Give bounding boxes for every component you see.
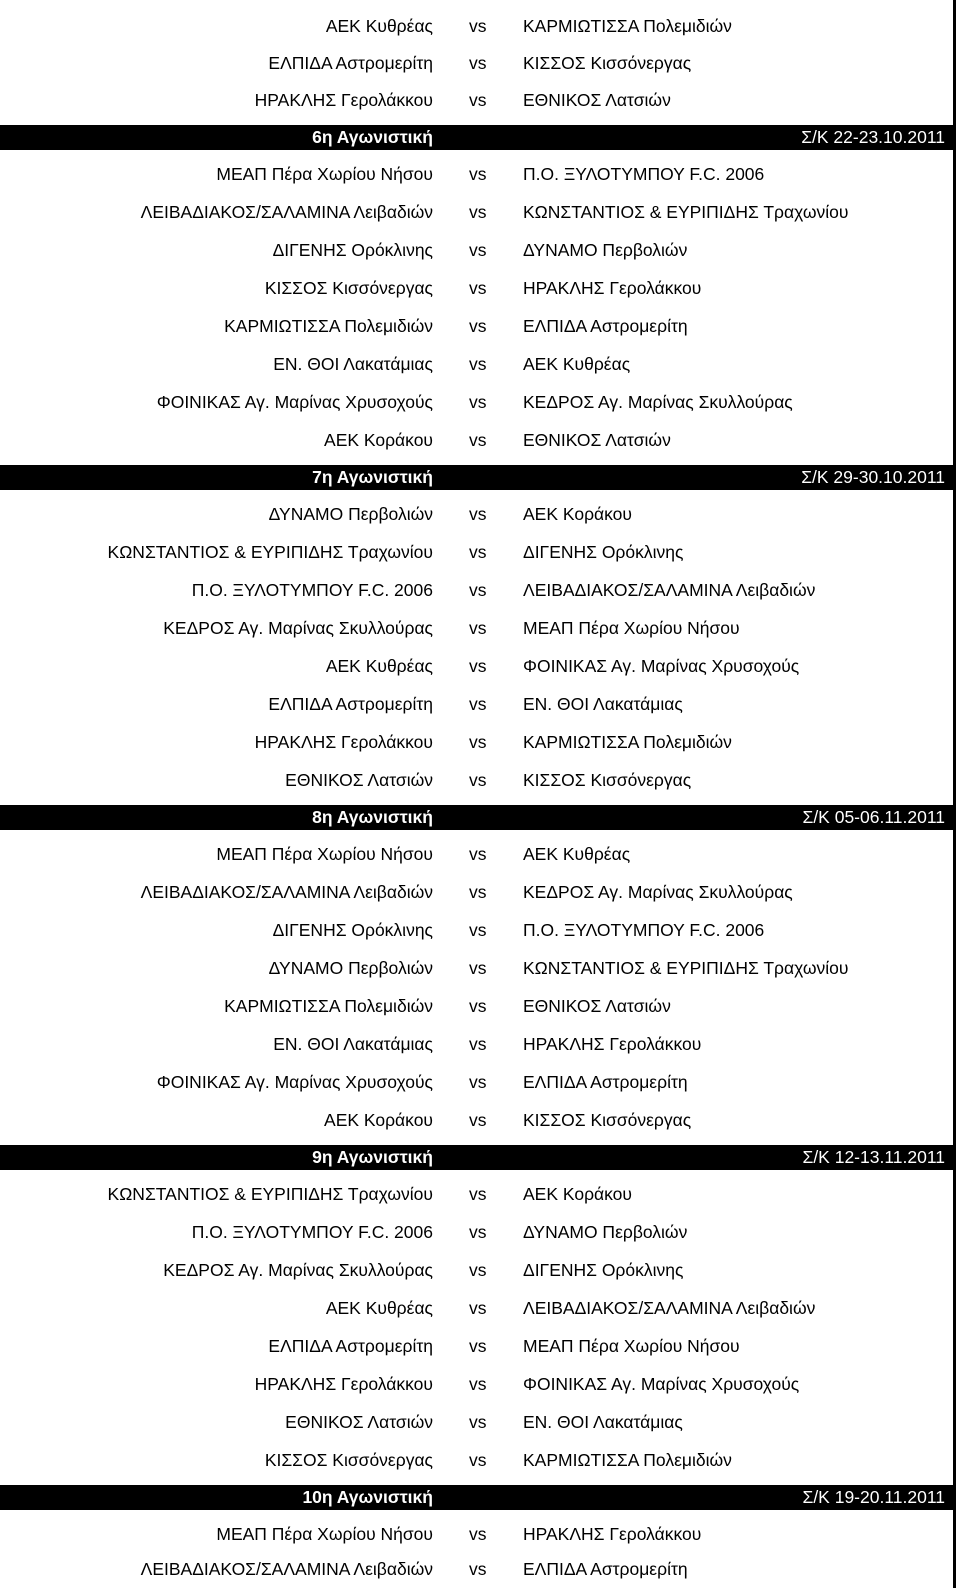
- away-team: ΦΟΙΝΙΚΑΣ Αγ. Μαρίνας Χρυσοχούς: [523, 656, 800, 676]
- home-team: ΛΕΙΒΑΔΙΑΚΟΣ/ΣΑΛΑΜΙΝΑ Λειβαδιών: [140, 202, 433, 222]
- vs-label: vs: [469, 1450, 487, 1470]
- fixture-row: [0, 988, 953, 1025]
- away-team: ΚΑΡΜΙΩΤΙΣΣΑ Πολεμιδιών: [523, 732, 732, 752]
- away-team: ΕΝ. ΘΟΙ Λακατάμιας: [523, 694, 683, 714]
- away-team: ΕΛΠΙΔΑ Αστρομερίτη: [523, 316, 688, 336]
- home-team: ΗΡΑΚΛΗΣ Γερολάκκου: [254, 90, 433, 110]
- home-team: ΛΕΙΒΑΔΙΑΚΟΣ/ΣΑΛΑΜΙΝΑ Λειβαδιών: [140, 1559, 433, 1579]
- home-team: ΚΕΔΡΟΣ Αγ. Μαρίνας Σκυλλούρας: [163, 1260, 433, 1280]
- fixture-row: [0, 572, 953, 609]
- vs-label: vs: [469, 316, 487, 336]
- fixture-row: [0, 534, 953, 571]
- home-team: ΚΩΝΣΤΑΝΤΙΟΣ & ΕΥΡΙΠΙΔΗΣ Τραχωνίου: [107, 542, 433, 562]
- vs-label: vs: [469, 1034, 487, 1054]
- fixture-row: [0, 232, 953, 269]
- vs-label: vs: [469, 202, 487, 222]
- round-title: 7η Αγωνιστική: [312, 467, 433, 487]
- fixture-row: [0, 724, 953, 761]
- fixture-row: [0, 1102, 953, 1139]
- fixture-row: [0, 1516, 953, 1553]
- fixture-row: [0, 874, 953, 911]
- home-team: ΗΡΑΚΛΗΣ Γερολάκκου: [254, 732, 433, 752]
- home-team: ΦΟΙΝΙΚΑΣ Αγ. Μαρίνας Χρυσοχούς: [156, 392, 433, 412]
- fixture-row: [0, 1252, 953, 1289]
- away-team: ΚΙΣΣΟΣ Κισσόνεργας: [523, 1110, 692, 1130]
- fixture-row: [0, 1290, 953, 1327]
- away-team: ΕΘΝΙΚΟΣ Λατσιών: [523, 90, 671, 110]
- vs-label: vs: [469, 240, 487, 260]
- vs-label: vs: [469, 278, 487, 298]
- vs-label: vs: [469, 694, 487, 714]
- round-date: Σ/Κ 05-06.11.2011: [802, 807, 945, 827]
- round-title: 9η Αγωνιστική: [312, 1147, 433, 1167]
- fixture-row: [0, 308, 953, 345]
- vs-label: vs: [469, 882, 487, 902]
- away-team: ΑΕΚ Κυθρέας: [523, 354, 631, 374]
- vs-label: vs: [469, 1260, 487, 1280]
- fixture-row: [0, 45, 953, 82]
- home-team: ΔΥΝΑΜΟ Περβολιών: [268, 958, 433, 978]
- away-team: ΚΩΝΣΤΑΝΤΙΟΣ & ΕΥΡΙΠΙΔΗΣ Τραχωνίου: [523, 958, 849, 978]
- fixture-row: [0, 270, 953, 307]
- vs-label: vs: [469, 90, 487, 110]
- vs-label: vs: [469, 1336, 487, 1356]
- round-header: [0, 465, 953, 490]
- away-team: ΚΙΣΣΟΣ Κισσόνεργας: [523, 770, 692, 790]
- away-team: ΚΩΝΣΤΑΝΤΙΟΣ & ΕΥΡΙΠΙΔΗΣ Τραχωνίου: [523, 202, 849, 222]
- round-header: [0, 805, 953, 830]
- away-team: ΛΕΙΒΑΔΙΑΚΟΣ/ΣΑΛΑΜΙΝΑ Λειβαδιών: [523, 1298, 816, 1318]
- home-team: Π.Ο. ΞΥΛΟΤΥΜΠΟΥ F.C. 2006: [191, 1222, 433, 1242]
- vs-label: vs: [469, 1559, 487, 1579]
- vs-label: vs: [469, 392, 487, 412]
- fixture-row: [0, 384, 953, 421]
- away-team: ΚΕΔΡΟΣ Αγ. Μαρίνας Σκυλλούρας: [523, 882, 793, 902]
- home-team: ΑΕΚ Κυθρέας: [325, 656, 433, 676]
- away-team: Π.Ο. ΞΥΛΟΤΥΜΠΟΥ F.C. 2006: [523, 164, 765, 184]
- away-team: ΚΑΡΜΙΩΤΙΣΣΑ Πολεμιδιών: [523, 16, 732, 36]
- away-team: ΕΘΝΙΚΟΣ Λατσιών: [523, 996, 671, 1016]
- round-date: Σ/Κ 12-13.11.2011: [802, 1147, 945, 1167]
- home-team: ΕΛΠΙΔΑ Αστρομερίτη: [268, 694, 433, 714]
- fixture-row: [0, 1404, 953, 1441]
- home-team: ΚΑΡΜΙΩΤΙΣΣΑ Πολεμιδιών: [224, 996, 433, 1016]
- fixture-row: [0, 836, 953, 873]
- away-team: ΚΑΡΜΙΩΤΙΣΣΑ Πολεμιδιών: [523, 1450, 732, 1470]
- vs-label: vs: [469, 164, 487, 184]
- away-team: ΔΙΓΕΝΗΣ Ορόκλινης: [523, 542, 684, 562]
- home-team: ΑΕΚ Κυθρέας: [325, 16, 433, 36]
- round-title: 10η Αγωνιστική: [302, 1487, 433, 1507]
- away-team: ΜΕΑΠ Πέρα Χωρίου Νήσου: [523, 618, 740, 638]
- round-date: Σ/Κ 19-20.11.2011: [802, 1487, 945, 1507]
- vs-label: vs: [469, 1184, 487, 1204]
- away-team: Π.Ο. ΞΥΛΟΤΥΜΠΟΥ F.C. 2006: [523, 920, 765, 940]
- home-team: ΕΛΠΙΔΑ Αστρομερίτη: [268, 1336, 433, 1356]
- vs-label: vs: [469, 920, 487, 940]
- fixture-row: [0, 912, 953, 949]
- away-team: ΑΕΚ Κοράκου: [523, 504, 632, 524]
- away-team: ΚΕΔΡΟΣ Αγ. Μαρίνας Σκυλλούρας: [523, 392, 793, 412]
- fixture-row: [0, 496, 953, 533]
- round-header: [0, 1485, 953, 1510]
- page-right-border: [953, 0, 956, 1588]
- home-team: ΛΕΙΒΑΔΙΑΚΟΣ/ΣΑΛΑΜΙΝΑ Λειβαδιών: [140, 882, 433, 902]
- vs-label: vs: [469, 354, 487, 374]
- home-team: Π.Ο. ΞΥΛΟΤΥΜΠΟΥ F.C. 2006: [191, 580, 433, 600]
- fixture-row: [0, 194, 953, 231]
- home-team: ΚΙΣΣΟΣ Κισσόνεργας: [264, 1450, 433, 1470]
- home-team: ΚΕΔΡΟΣ Αγ. Μαρίνας Σκυλλούρας: [163, 618, 433, 638]
- home-team: ΕΝ. ΘΟΙ Λακατάμιας: [273, 1034, 433, 1054]
- vs-label: vs: [469, 1110, 487, 1130]
- vs-label: vs: [469, 1072, 487, 1092]
- home-team: ΦΟΙΝΙΚΑΣ Αγ. Μαρίνας Χρυσοχούς: [156, 1072, 433, 1092]
- away-team: ΕΝ. ΘΟΙ Λακατάμιας: [523, 1412, 683, 1432]
- fixture-row: [0, 1064, 953, 1101]
- fixture-row: [0, 1026, 953, 1063]
- away-team: ΑΕΚ Κοράκου: [523, 1184, 632, 1204]
- fixture-row: [0, 762, 953, 799]
- vs-label: vs: [469, 580, 487, 600]
- round-title: 8η Αγωνιστική: [312, 807, 433, 827]
- vs-label: vs: [469, 618, 487, 638]
- fixture-row: [0, 1366, 953, 1403]
- vs-label: vs: [469, 1222, 487, 1242]
- fixture-row: [0, 82, 953, 119]
- away-team: ΔΥΝΑΜΟ Περβολιών: [523, 240, 688, 260]
- vs-label: vs: [469, 1412, 487, 1432]
- fixture-row: [0, 648, 953, 685]
- home-team: ΔΙΓΕΝΗΣ Ορόκλινης: [272, 920, 433, 940]
- home-team: ΕΝ. ΘΟΙ Λακατάμιας: [273, 354, 433, 374]
- away-team: ΗΡΑΚΛΗΣ Γερολάκκου: [523, 1524, 702, 1544]
- home-team: ΚΩΝΣΤΑΝΤΙΟΣ & ΕΥΡΙΠΙΔΗΣ Τραχωνίου: [107, 1184, 433, 1204]
- away-team: ΚΙΣΣΟΣ Κισσόνεργας: [523, 53, 692, 73]
- fixture-row: [0, 8, 953, 45]
- away-team: ΔΥΝΑΜΟ Περβολιών: [523, 1222, 688, 1242]
- fixture-row: [0, 1214, 953, 1251]
- vs-label: vs: [469, 1374, 487, 1394]
- vs-label: vs: [469, 770, 487, 790]
- fixture-row: [0, 156, 953, 193]
- vs-label: vs: [469, 504, 487, 524]
- home-team: ΗΡΑΚΛΗΣ Γερολάκκου: [254, 1374, 433, 1394]
- fixture-row: [0, 1176, 953, 1213]
- home-team: ΚΙΣΣΟΣ Κισσόνεργας: [264, 278, 433, 298]
- vs-label: vs: [469, 656, 487, 676]
- round-date: Σ/Κ 29-30.10.2011: [801, 467, 945, 487]
- away-team: ΕΘΝΙΚΟΣ Λατσιών: [523, 430, 671, 450]
- fixture-row: [0, 1442, 953, 1479]
- fixture-row: [0, 1551, 953, 1588]
- fixture-row: [0, 950, 953, 987]
- home-team: ΔΙΓΕΝΗΣ Ορόκλινης: [272, 240, 433, 260]
- vs-label: vs: [469, 958, 487, 978]
- round-date: Σ/Κ 22-23.10.2011: [801, 127, 945, 147]
- away-team: ΛΕΙΒΑΔΙΑΚΟΣ/ΣΑΛΑΜΙΝΑ Λειβαδιών: [523, 580, 816, 600]
- vs-label: vs: [469, 844, 487, 864]
- vs-label: vs: [469, 16, 487, 36]
- home-team: ΕΛΠΙΔΑ Αστρομερίτη: [268, 53, 433, 73]
- vs-label: vs: [469, 1298, 487, 1318]
- home-team: ΜΕΑΠ Πέρα Χωρίου Νήσου: [216, 844, 433, 864]
- away-team: ΔΙΓΕΝΗΣ Ορόκλινης: [523, 1260, 684, 1280]
- away-team: ΑΕΚ Κυθρέας: [523, 844, 631, 864]
- home-team: ΑΕΚ Κοράκου: [324, 1110, 433, 1130]
- vs-label: vs: [469, 996, 487, 1016]
- home-team: ΕΘΝΙΚΟΣ Λατσιών: [285, 770, 433, 790]
- vs-label: vs: [469, 1524, 487, 1544]
- away-team: ΕΛΠΙΔΑ Αστρομερίτη: [523, 1072, 688, 1092]
- home-team: ΜΕΑΠ Πέρα Χωρίου Νήσου: [216, 164, 433, 184]
- home-team: ΕΘΝΙΚΟΣ Λατσιών: [285, 1412, 433, 1432]
- fixture-row: [0, 346, 953, 383]
- round-header: [0, 125, 953, 150]
- vs-label: vs: [469, 53, 487, 73]
- away-team: ΗΡΑΚΛΗΣ Γερολάκκου: [523, 1034, 702, 1054]
- fixture-row: [0, 610, 953, 647]
- fixture-row: [0, 422, 953, 459]
- away-team: ΜΕΑΠ Πέρα Χωρίου Νήσου: [523, 1336, 740, 1356]
- home-team: ΑΕΚ Κοράκου: [324, 430, 433, 450]
- home-team: ΚΑΡΜΙΩΤΙΣΣΑ Πολεμιδιών: [224, 316, 433, 336]
- round-title: 6η Αγωνιστική: [312, 127, 433, 147]
- away-team: ΗΡΑΚΛΗΣ Γερολάκκου: [523, 278, 702, 298]
- home-team: ΜΕΑΠ Πέρα Χωρίου Νήσου: [216, 1524, 433, 1544]
- vs-label: vs: [469, 542, 487, 562]
- round-header: [0, 1145, 953, 1170]
- home-team: ΔΥΝΑΜΟ Περβολιών: [268, 504, 433, 524]
- home-team: ΑΕΚ Κυθρέας: [325, 1298, 433, 1318]
- away-team: ΕΛΠΙΔΑ Αστρομερίτη: [523, 1559, 688, 1579]
- fixture-row: [0, 1328, 953, 1365]
- away-team: ΦΟΙΝΙΚΑΣ Αγ. Μαρίνας Χρυσοχούς: [523, 1374, 800, 1394]
- vs-label: vs: [469, 430, 487, 450]
- fixture-row: [0, 686, 953, 723]
- vs-label: vs: [469, 732, 487, 752]
